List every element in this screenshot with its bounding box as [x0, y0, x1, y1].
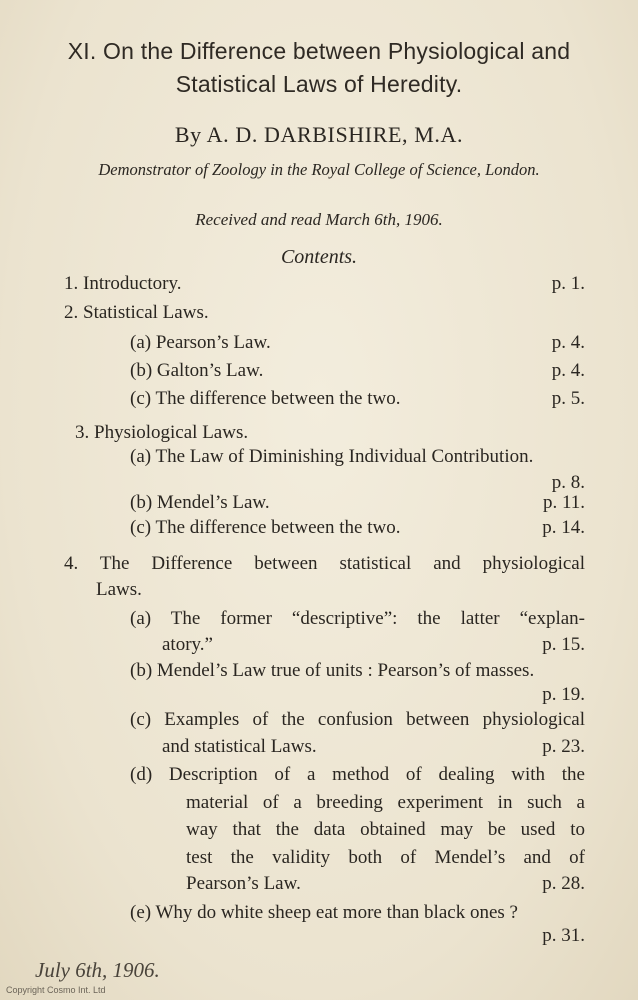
toc-item-3a: (a) The Law of Diminishing Individual Contribution.	[130, 446, 534, 467]
toc-page-1: p. 1.	[551, 273, 585, 294]
toc-item-4e: (e) Why do white sheep eat more than black ones ?	[130, 902, 518, 923]
toc-page-3b: p. 11.	[542, 492, 585, 513]
toc-item-4c: (c) Examples of the confusion between physiological	[130, 709, 585, 730]
article-title-line-2: Statistical Laws of Heredity.	[175, 71, 463, 97]
toc-section-3: 3. Physiological Laws.	[75, 422, 249, 443]
toc-section-1: 1. Introductory.	[64, 273, 182, 294]
toc-page-3a: p. 8.	[551, 472, 585, 493]
toc-page-4b: p. 19.	[542, 684, 585, 705]
toc-page-4c: p. 23.	[542, 736, 585, 757]
received-date-line: Received and read March 6th, 1906.	[195, 210, 443, 229]
toc-item-4a-cont: atory.”	[162, 634, 213, 655]
toc-item-2b: (b) Galton’s Law.	[130, 360, 264, 381]
toc-item-4d-line2: material of a breeding experiment in such a	[186, 792, 585, 813]
toc-page-2b: p. 4.	[551, 360, 585, 381]
article-title-line-1: XI. On the Difference between Physiological and	[67, 38, 571, 64]
contents-heading: Contents.	[280, 246, 358, 268]
copyright-notice: Copyright Cosmo Int. Ltd	[6, 985, 106, 995]
toc-section-2: 2. Statistical Laws.	[64, 302, 209, 323]
toc-section-4: 4. The Difference between statistical and physiological	[64, 553, 585, 574]
handwritten-date: July 6th, 1906.	[35, 958, 160, 982]
toc-item-2c: (c) The difference between the two.	[130, 388, 401, 409]
toc-page-3c: p. 14.	[542, 517, 585, 538]
toc-item-4a: (a) The former “descriptive”: the latter “explan-	[130, 608, 585, 629]
toc-item-3c: (c) The difference between the two.	[130, 517, 401, 538]
toc-page-4e: p. 31.	[542, 925, 585, 946]
toc-item-3b: (b) Mendel’s Law.	[130, 492, 270, 513]
toc-page-2c: p. 5.	[551, 388, 585, 409]
toc-item-2a: (a) Pearson’s Law.	[130, 332, 271, 353]
affiliation-line: Demonstrator of Zoology in the Royal College of Science, London.	[98, 160, 540, 179]
toc-page-2a: p. 4.	[551, 332, 585, 353]
author-line: By A. D. DARBISHIRE, M.A.	[174, 122, 464, 147]
toc-item-4d: (d) Description of a method of dealing with the	[130, 764, 585, 785]
toc-item-4c-cont: and statistical Laws.	[162, 736, 317, 757]
toc-item-4b: (b) Mendel’s Law true of units : Pearson’s of masses.	[130, 660, 535, 681]
toc-page-4d: p. 28.	[542, 873, 585, 894]
toc-item-4d-line4: test the validity both of Mendel’s and of	[186, 847, 585, 868]
toc-section-4-cont: Laws.	[96, 579, 142, 600]
toc-item-4d-line5: Pearson’s Law.	[186, 873, 301, 894]
toc-item-4d-line3: way that the data obtained may be used to	[186, 819, 585, 840]
toc-page-4a: p. 15.	[542, 634, 585, 655]
